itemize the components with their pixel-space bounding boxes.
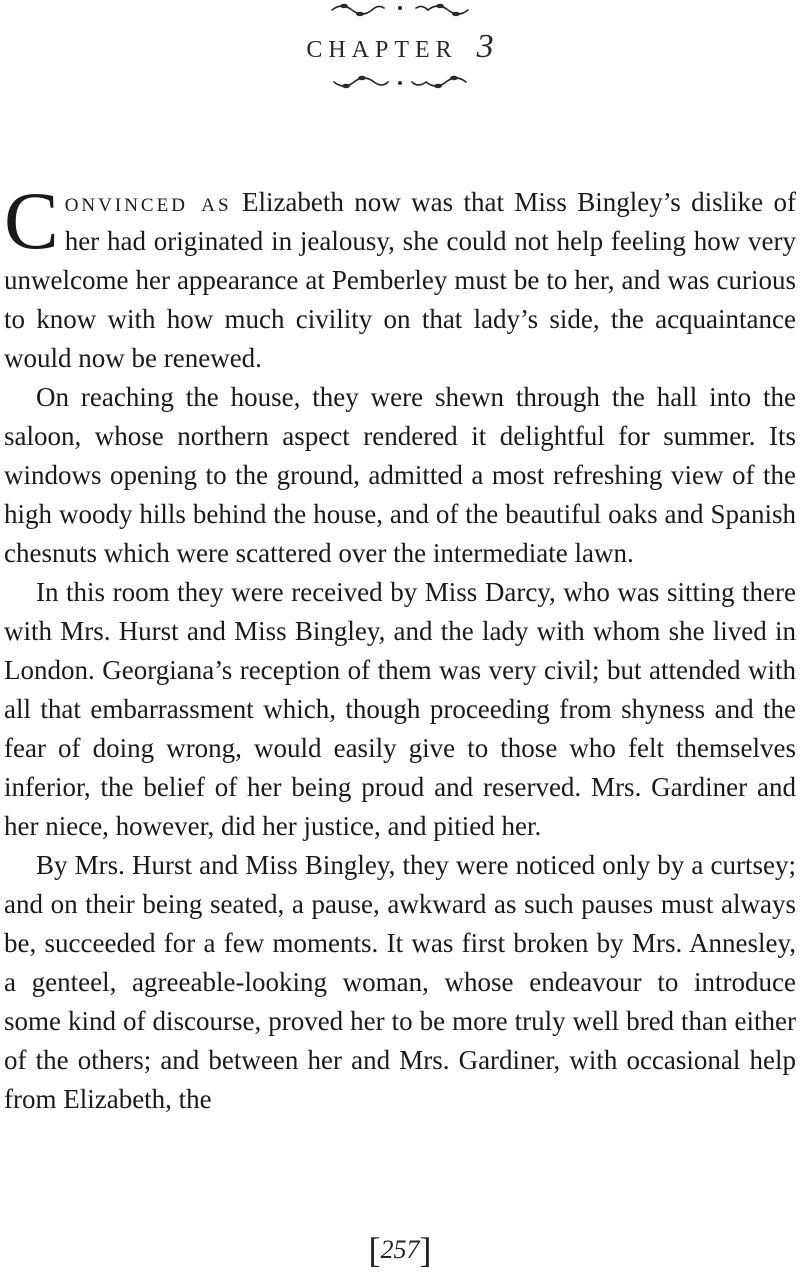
paragraph-text: Elizabeth now was that Miss Bingley’s dislike of her had originated in jealousy, she could not help feeling how very unwelcome her appearance at Pemberley must be to her, and was curious to know with how much civility on that lady’s side, the acquaintance would now be renewed. [4,187,796,373]
drop-cap: C [4,175,59,266]
chapter-body [4,175,796,1119]
paragraph: By Mrs. Hurst and Miss Bingley, they were noticed only by a curtsey; and on their being seated, a pause, awkward as such pauses must always be, succeeded for a few moments. It was first broken by Mrs. Annesley, a genteel, agreeable-looking woman, whose endeavour to introduce some kind of discourse, proved her to be more truly well bred than either of the others; and between her and Mrs. Gardiner, with occasional help from Elizabeth, the [4,850,796,1114]
folio-close-bracket: ] [419,1230,432,1270]
paragraph: In this room they were received by Miss Darcy, who was sitting there with Mrs. Hurst and Miss Bingley, and the lady with whom she lived in London. Georgiana’s reception of them was very civil; but attended with all that embarrassment which, though proceeding from shyness and the fear of doing wrong, would easily give to those who felt themselves inferior, the belief of her being proud and reserved. Mrs. Gardiner and her niece, however, did her justice, and pitied her. [4,577,796,841]
paragraph [4,175,796,378]
paragraph: On reaching the house, they were shewn through the hall into the saloon, whose northern aspect rendered it delightful for summer. Its windows opening to the ground, admitted a most refreshing view of the high woody hills behind the house, and of the beautiful oaks and Spanish chesnuts which were scattered over the intermediate lawn. [4,382,796,568]
bottom-ornament [0,70,800,92]
chapter-label: CHAPTER [306,37,458,63]
chapter-heading [0,28,800,66]
top-ornament [0,0,800,22]
folio-open-bracket: [ [368,1230,381,1270]
folio-page: 257 [380,1235,420,1264]
page-number [0,1229,800,1271]
chapter-number: 3 [476,28,494,65]
opening-small-caps: onvinced as [64,187,232,217]
